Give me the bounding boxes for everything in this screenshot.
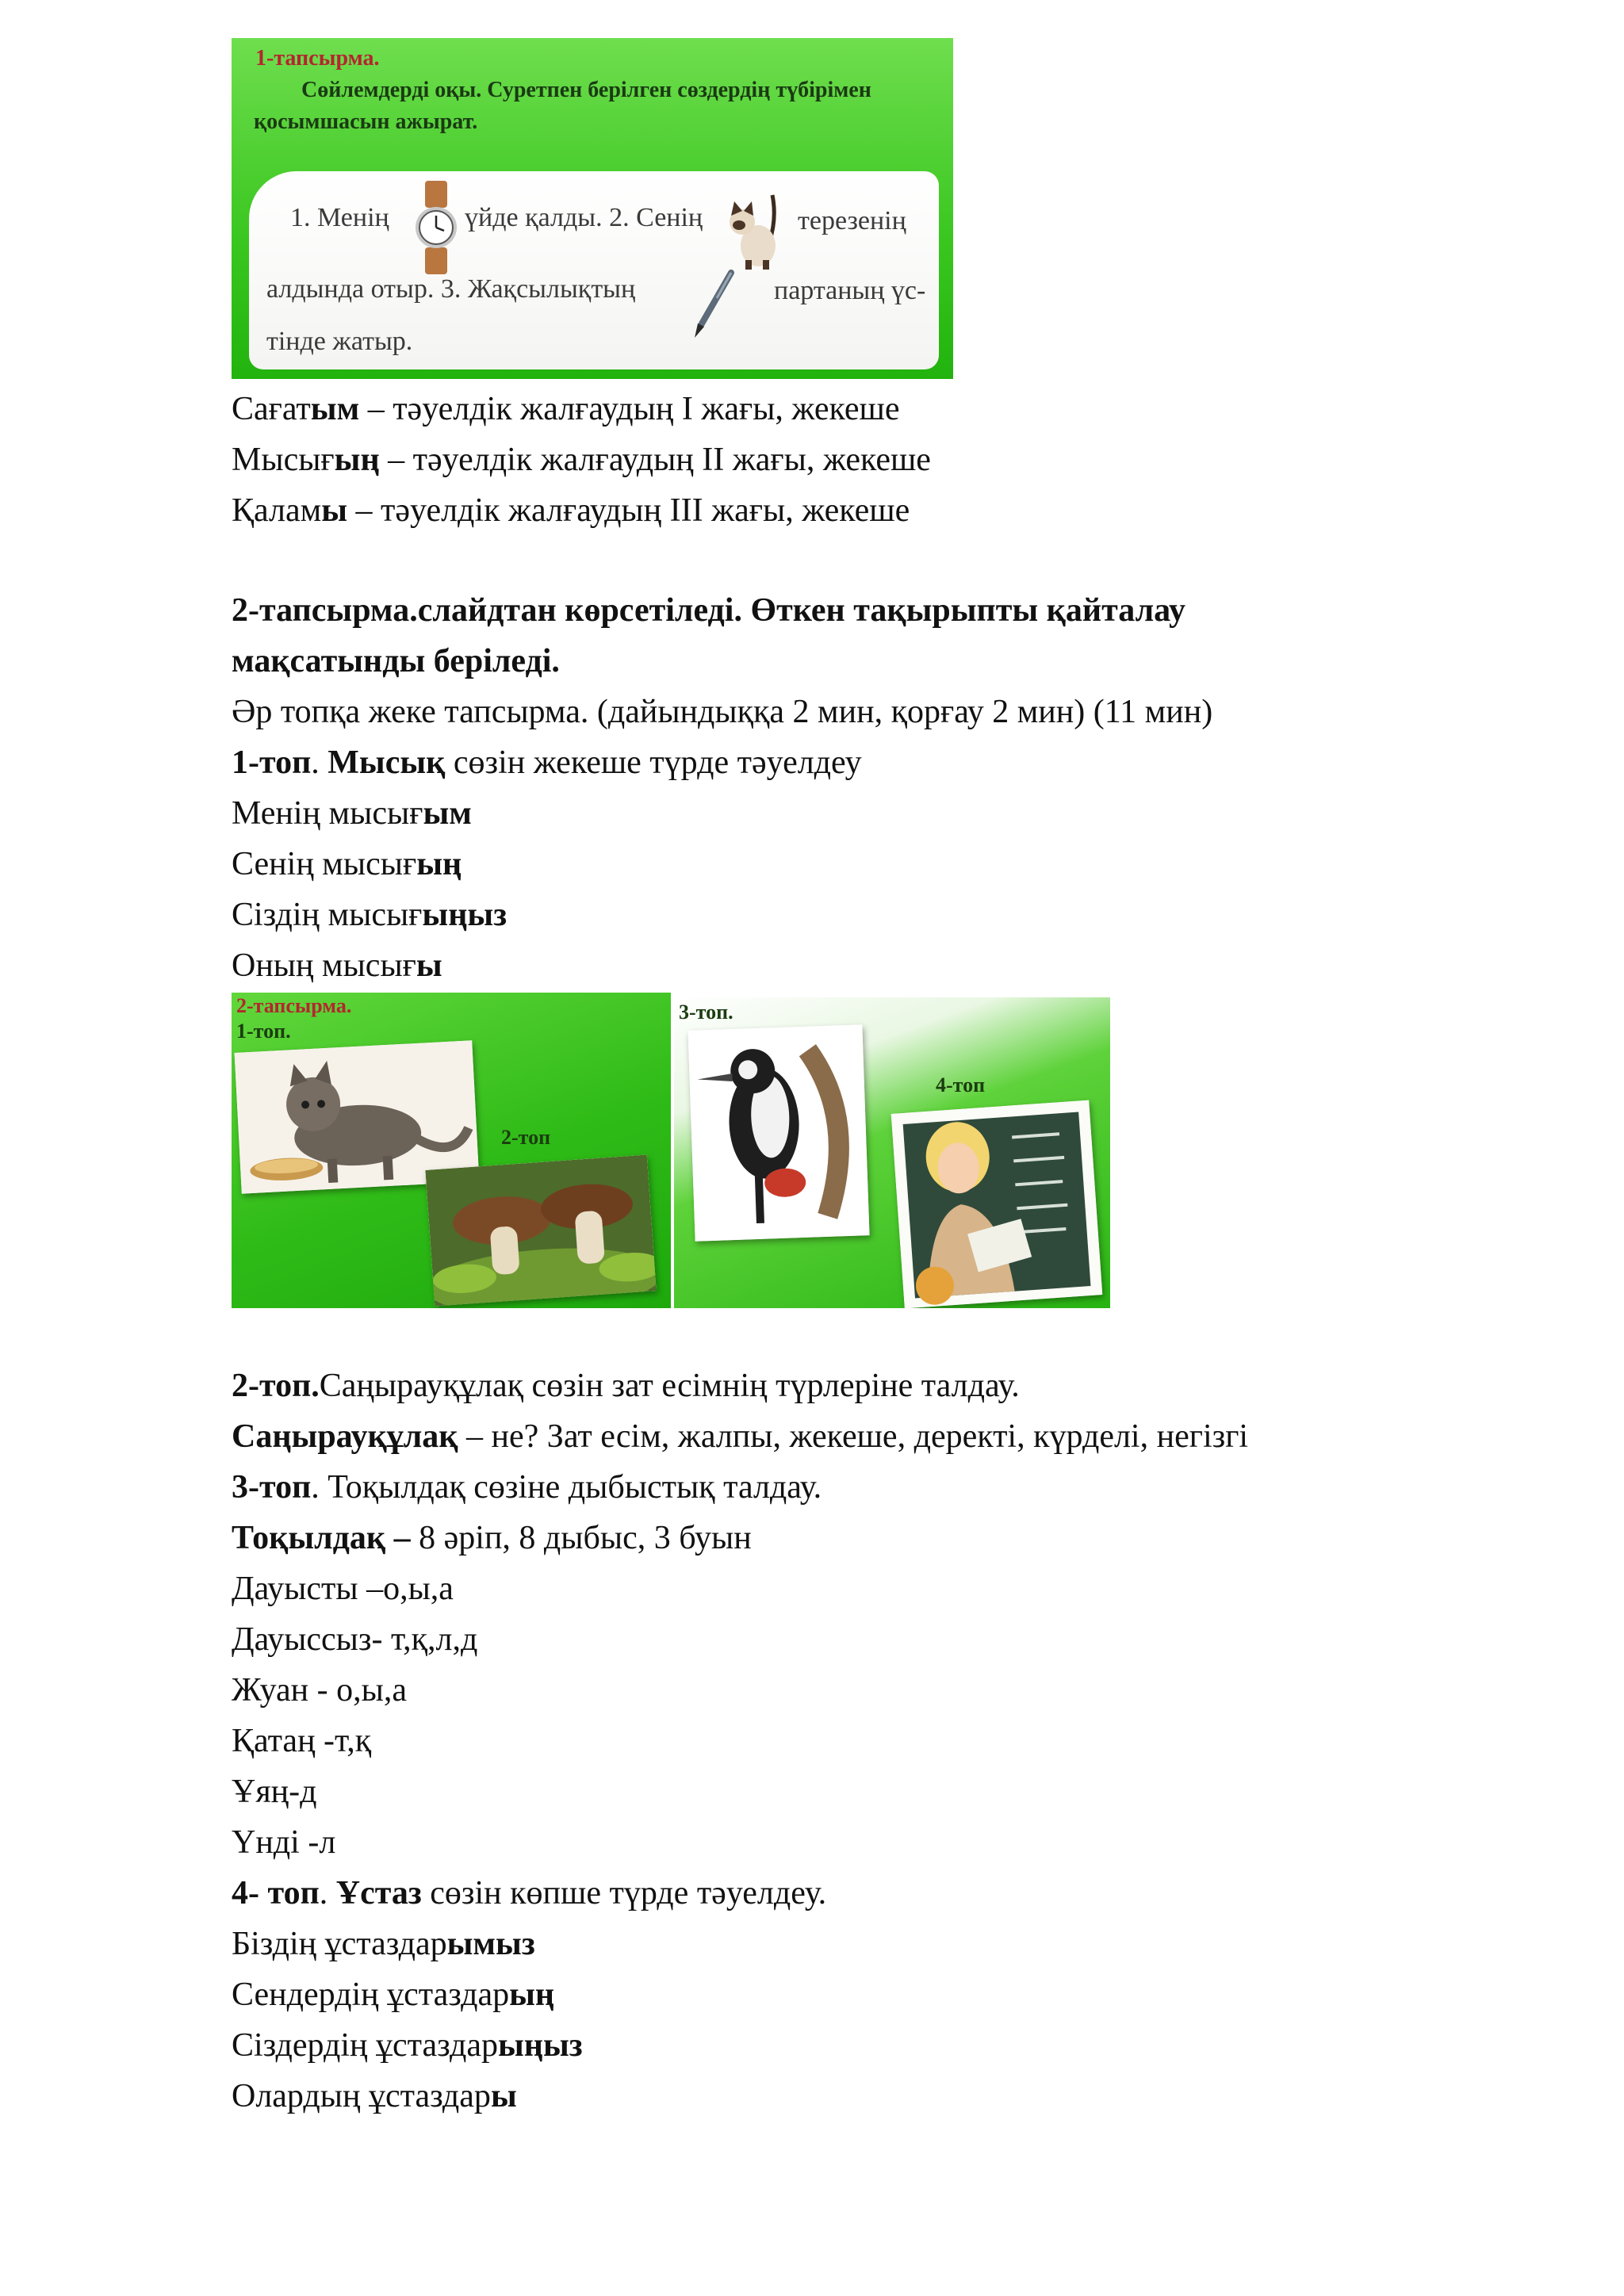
form-suffix: ы (416, 947, 442, 984)
group3-line-2: Дауыссыз- т,қ,л,д (232, 1621, 478, 1658)
group4-rest: сөзін көпше түрде тәуелдеу. (421, 1875, 827, 1911)
group1-form-2 (232, 844, 462, 885)
group1-label: 1-топ (232, 744, 312, 781)
group3-answer (232, 1517, 752, 1559)
slide1-line2-part1: алдында отыр. 3. Жақсылықтың (266, 274, 636, 304)
group1-task (232, 742, 862, 783)
group4-task (232, 1873, 826, 1914)
slide-task2-left (232, 993, 671, 1308)
slide1-title: 1-тапсырма. (255, 46, 380, 71)
task2-heading-text-1: 2-тапсырма.слайдтан көрсетіледі. Өткен тақырыпты қайталау (232, 592, 1186, 629)
slide2-group3-label: 3-топ. (679, 1001, 733, 1024)
slide2-title: 2-тапсырма. (236, 994, 352, 1017)
group3-line-4: Қатаң -т,қ (232, 1723, 372, 1759)
group2-answer-text: – не? Зат есім, жалпы, жекеше, деректі, күрделі, негізгі (458, 1418, 1249, 1455)
group4-sep: . (319, 1875, 336, 1911)
group1-form-4 (232, 945, 442, 986)
group2-word: Саңырауқұлақ (232, 1418, 458, 1455)
analysis-suffix: ым (310, 391, 360, 427)
mushroom-image (425, 1154, 656, 1306)
form-base: Менің мысығ (232, 795, 423, 832)
analysis-rest: – тәуелдік жалғаудың III жағы, жекеше (347, 492, 910, 529)
form-suffix: ы (490, 2078, 517, 2114)
slide2-group1-label: 1-топ. (236, 1020, 291, 1043)
task2-heading-text-2: мақсатынды беріледі. (232, 643, 560, 679)
analysis-rest: – тәуелдік жалғаудың I жағы, жекеше (359, 391, 900, 427)
form-suffix: ың (416, 846, 462, 882)
form-base: Оның мысығ (232, 947, 416, 984)
group3-line-6: Үнді -л (232, 1824, 336, 1861)
slide1-line1-part1: 1. Менің (290, 203, 389, 232)
woodpecker-image (688, 1024, 869, 1242)
group2-rest: Саңырауқұлақ сөзін зат есімнің түрлеріне талдау. (319, 1368, 1020, 1404)
form-suffix: ыңыз (422, 897, 508, 933)
group4-label: 4- топ (232, 1875, 320, 1911)
form-base: Біздің ұстаздар (232, 1926, 447, 1962)
form-suffix: ым (423, 795, 472, 832)
group3-answer-text: 8 әріп, 8 дыбыс, 3 буын (410, 1520, 752, 1556)
analysis-line-3 (232, 490, 910, 531)
group3-line-1: Дауысты –о,ы,а (232, 1571, 454, 1607)
analysis-root: Мысығ (232, 442, 335, 478)
analysis-line-2 (232, 439, 931, 480)
group4-form-3 (232, 2025, 583, 2066)
slide1-instruction: Сөйлемдерді оқы. Суретпен берілген сөздердің түбірімен қосымшасын ажырат. (254, 78, 871, 134)
teacher-photo (891, 1100, 1103, 1308)
group3-label: 3-топ (232, 1469, 312, 1506)
group1-word: Мысық (327, 744, 446, 781)
form-base: Сендердің ұстаздар (232, 1976, 510, 2013)
slide1-line1-part2: үйде қалды. 2. Сенің (465, 203, 703, 232)
analysis-suffix: ы (321, 492, 347, 529)
form-base: Сенің мысығ (232, 846, 417, 882)
form-base: Сіздердің ұстаздар (232, 2027, 498, 2064)
teacher-image (891, 1100, 1103, 1308)
group2-task (232, 1365, 1020, 1406)
analysis-root: Қалам (232, 492, 322, 529)
group1-sep: . (311, 744, 328, 781)
group2-label: 2-топ. (232, 1368, 320, 1404)
slide1-line2-part2: партаның үс- (774, 276, 926, 305)
group4-word: Ұстаз (335, 1875, 422, 1911)
group3-rest: . Тоқылдақ сөзіне дыбыстық талдау. (311, 1469, 822, 1506)
group2-answer (232, 1416, 1248, 1457)
task2-heading-line1 (232, 590, 1185, 631)
group1-form-3 (232, 894, 507, 936)
slide2-group2-label: 2-топ (501, 1126, 551, 1149)
form-suffix: ың (509, 1976, 555, 2013)
task2-heading-line2 (232, 641, 560, 682)
woodpecker-photo (688, 1024, 869, 1242)
slide1-line1-part3: терезенің (798, 206, 906, 235)
analysis-root: Сағат (232, 391, 311, 427)
group3-word: Тоқылдақ – (232, 1520, 411, 1556)
slide2-group4-label: 4-топ (936, 1073, 986, 1096)
slide-task1 (232, 38, 953, 379)
analysis-line-1 (232, 388, 900, 430)
mushroom-photo (425, 1154, 656, 1306)
form-suffix: ымыз (446, 1926, 535, 1962)
watch-icon (414, 181, 458, 274)
analysis-suffix: ың (334, 442, 380, 478)
group4-form-4 (232, 2076, 517, 2117)
cat-icon (725, 187, 788, 270)
form-base: Олардың ұстаздар (232, 2078, 491, 2114)
group4-form-1 (232, 1923, 535, 1965)
group3-line-3: Жуан - о,ы,а (232, 1672, 407, 1709)
slide-task2-right (674, 997, 1110, 1308)
slide1-line3: тінде жатыр. (266, 327, 413, 356)
group1-form-1 (232, 793, 472, 834)
slide1-sentence-panel (249, 171, 939, 369)
group1-rest: сөзін жекеше түрде тәуелдеу (445, 744, 862, 781)
form-suffix: ыңыз (497, 2027, 583, 2064)
analysis-rest: – тәуелдік жалғаудың II жағы, жекеше (379, 442, 931, 478)
form-base: Сіздің мысығ (232, 897, 423, 933)
group4-form-2 (232, 1974, 554, 2015)
group3-task (232, 1467, 822, 1508)
group3-line-5: Ұяң-д (232, 1774, 317, 1810)
task2-description: Әр топқа жеке тапсырма. (дайындыққа 2 мин, қорғау 2 мин) (11 мин) (232, 694, 1213, 730)
pen-icon (690, 270, 737, 339)
